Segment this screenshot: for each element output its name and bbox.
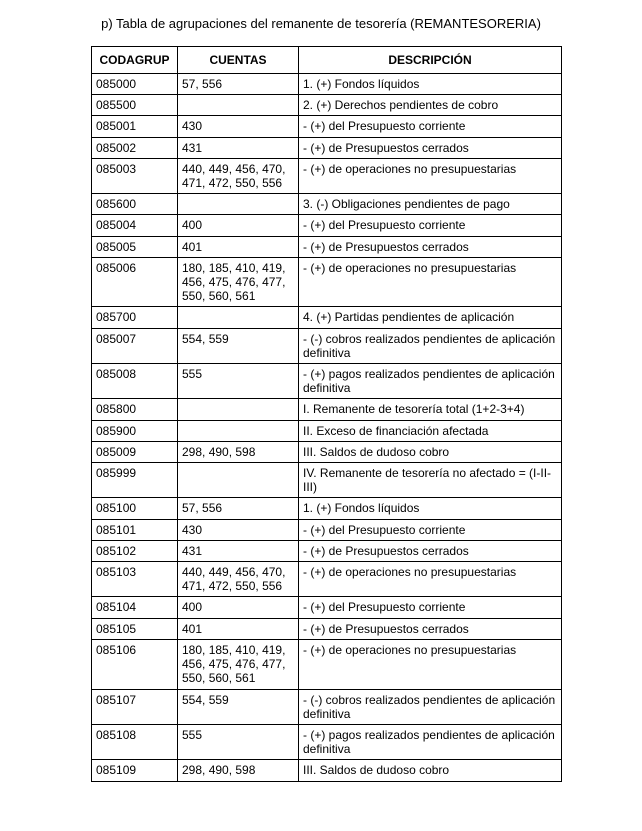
table-row [92, 689, 562, 724]
cell-codagrup: 085500 [92, 95, 178, 116]
cell-cuentas: 440, 449, 456, 470, 471, 472, 550, 556 [178, 158, 299, 193]
cell-cuentas: 440, 449, 456, 470, 471, 472, 550, 556 [178, 562, 299, 597]
cell-codagrup: 085003 [92, 158, 178, 193]
table-row [92, 95, 562, 116]
table-row [92, 158, 562, 193]
cell-cuentas [178, 307, 299, 328]
cell-descripcion: 2. (+) Derechos pendientes de cobro [299, 95, 562, 116]
cell-codagrup: 085008 [92, 364, 178, 399]
cell-cuentas: 180, 185, 410, 419, 456, 475, 476, 477, 550, 560, 561 [178, 639, 299, 689]
cell-codagrup: 085103 [92, 562, 178, 597]
cell-cuentas: 554, 559 [178, 689, 299, 724]
table-row [92, 540, 562, 561]
cell-codagrup: 085102 [92, 540, 178, 561]
table-row [92, 307, 562, 328]
cell-codagrup: 085101 [92, 519, 178, 540]
header-codagrup: CODAGRUP [92, 47, 178, 74]
cell-codagrup: 085800 [92, 399, 178, 420]
cell-descripcion: - (+) de Presupuestos cerrados [299, 618, 562, 639]
cell-cuentas: 431 [178, 540, 299, 561]
cell-descripcion: II. Exceso de financiación afectada [299, 420, 562, 441]
table-row [92, 639, 562, 689]
cell-codagrup: 085109 [92, 760, 178, 781]
table-row [92, 441, 562, 462]
table-row [92, 760, 562, 781]
cell-codagrup: 085009 [92, 441, 178, 462]
table-row [92, 597, 562, 618]
cell-descripcion: - (+) de Presupuestos cerrados [299, 236, 562, 257]
cell-codagrup: 085005 [92, 236, 178, 257]
cell-descripcion: IV. Remanente de tesorería no afectado = (I-II-III) [299, 463, 562, 498]
cell-descripcion: - (+) del Presupuesto corriente [299, 116, 562, 137]
cell-cuentas: 430 [178, 116, 299, 137]
cell-descripcion: - (-) cobros realizados pendientes de aplicación definitiva [299, 328, 562, 363]
cell-codagrup: 085900 [92, 420, 178, 441]
cell-codagrup: 085999 [92, 463, 178, 498]
cell-cuentas [178, 463, 299, 498]
cell-descripcion: III. Saldos de dudoso cobro [299, 441, 562, 462]
table-row [92, 724, 562, 759]
cell-descripcion: 1. (+) Fondos líquidos [299, 74, 562, 95]
cell-descripcion: - (+) de Presupuestos cerrados [299, 540, 562, 561]
table-body [92, 74, 562, 782]
cell-codagrup: 085100 [92, 498, 178, 519]
cell-cuentas: 431 [178, 137, 299, 158]
table-row [92, 498, 562, 519]
cell-cuentas: 555 [178, 364, 299, 399]
table-row [92, 116, 562, 137]
table-row [92, 364, 562, 399]
cell-descripcion: - (+) de operaciones no presupuestarias [299, 158, 562, 193]
cell-codagrup: 085700 [92, 307, 178, 328]
cell-descripcion: - (+) de operaciones no presupuestarias [299, 562, 562, 597]
cell-codagrup: 085107 [92, 689, 178, 724]
cell-descripcion: 1. (+) Fondos líquidos [299, 498, 562, 519]
cell-codagrup: 085106 [92, 639, 178, 689]
cell-cuentas: 430 [178, 519, 299, 540]
cell-descripcion: - (+) de operaciones no presupuestarias [299, 257, 562, 307]
cell-descripcion: I. Remanente de tesorería total (1+2-3+4) [299, 399, 562, 420]
table-header-row [92, 47, 562, 74]
cell-descripcion: - (+) de operaciones no presupuestarias [299, 639, 562, 689]
cell-cuentas [178, 95, 299, 116]
table-row [92, 257, 562, 307]
table-row [92, 236, 562, 257]
cell-cuentas: 401 [178, 618, 299, 639]
table-row [92, 420, 562, 441]
cell-descripcion: - (+) del Presupuesto corriente [299, 215, 562, 236]
cell-cuentas: 555 [178, 724, 299, 759]
header-cuentas: CUENTAS [178, 47, 299, 74]
table-row [92, 328, 562, 363]
cell-codagrup: 085007 [92, 328, 178, 363]
table-row [92, 137, 562, 158]
table-row [92, 194, 562, 215]
cell-cuentas [178, 194, 299, 215]
cell-cuentas: 554, 559 [178, 328, 299, 363]
cell-cuentas [178, 420, 299, 441]
remanente-table [91, 46, 562, 782]
table-row [92, 463, 562, 498]
cell-cuentas: 298, 490, 598 [178, 760, 299, 781]
cell-descripcion: - (+) del Presupuesto corriente [299, 519, 562, 540]
cell-codagrup: 085004 [92, 215, 178, 236]
cell-codagrup: 085002 [92, 137, 178, 158]
table-row [92, 399, 562, 420]
table-row [92, 562, 562, 597]
cell-descripcion: - (+) de Presupuestos cerrados [299, 137, 562, 158]
cell-cuentas [178, 399, 299, 420]
cell-codagrup: 085006 [92, 257, 178, 307]
cell-cuentas: 401 [178, 236, 299, 257]
cell-cuentas: 180, 185, 410, 419, 456, 475, 476, 477, 550, 560, 561 [178, 257, 299, 307]
cell-cuentas: 400 [178, 215, 299, 236]
cell-descripcion: 3. (-) Obligaciones pendientes de pago [299, 194, 562, 215]
header-descripcion: DESCRIPCIÓN [299, 47, 562, 74]
cell-codagrup: 085000 [92, 74, 178, 95]
cell-cuentas: 298, 490, 598 [178, 441, 299, 462]
cell-cuentas: 57, 556 [178, 498, 299, 519]
cell-cuentas: 400 [178, 597, 299, 618]
cell-descripcion: - (+) pagos realizados pendientes de aplicación definitiva [299, 724, 562, 759]
cell-codagrup: 085108 [92, 724, 178, 759]
cell-descripcion: - (+) del Presupuesto corriente [299, 597, 562, 618]
cell-descripcion: III. Saldos de dudoso cobro [299, 760, 562, 781]
cell-codagrup: 085105 [92, 618, 178, 639]
cell-descripcion: - (+) pagos realizados pendientes de aplicación definitiva [299, 364, 562, 399]
page-title: p) Tabla de agrupaciones del remanente de tesorería (REMANTESORERIA) [101, 16, 541, 31]
cell-codagrup: 085104 [92, 597, 178, 618]
table-row [92, 519, 562, 540]
table-row [92, 74, 562, 95]
cell-codagrup: 085001 [92, 116, 178, 137]
cell-cuentas: 57, 556 [178, 74, 299, 95]
cell-codagrup: 085600 [92, 194, 178, 215]
table-row [92, 618, 562, 639]
cell-descripcion: 4. (+) Partidas pendientes de aplicación [299, 307, 562, 328]
cell-descripcion: - (-) cobros realizados pendientes de aplicación definitiva [299, 689, 562, 724]
table-row [92, 215, 562, 236]
